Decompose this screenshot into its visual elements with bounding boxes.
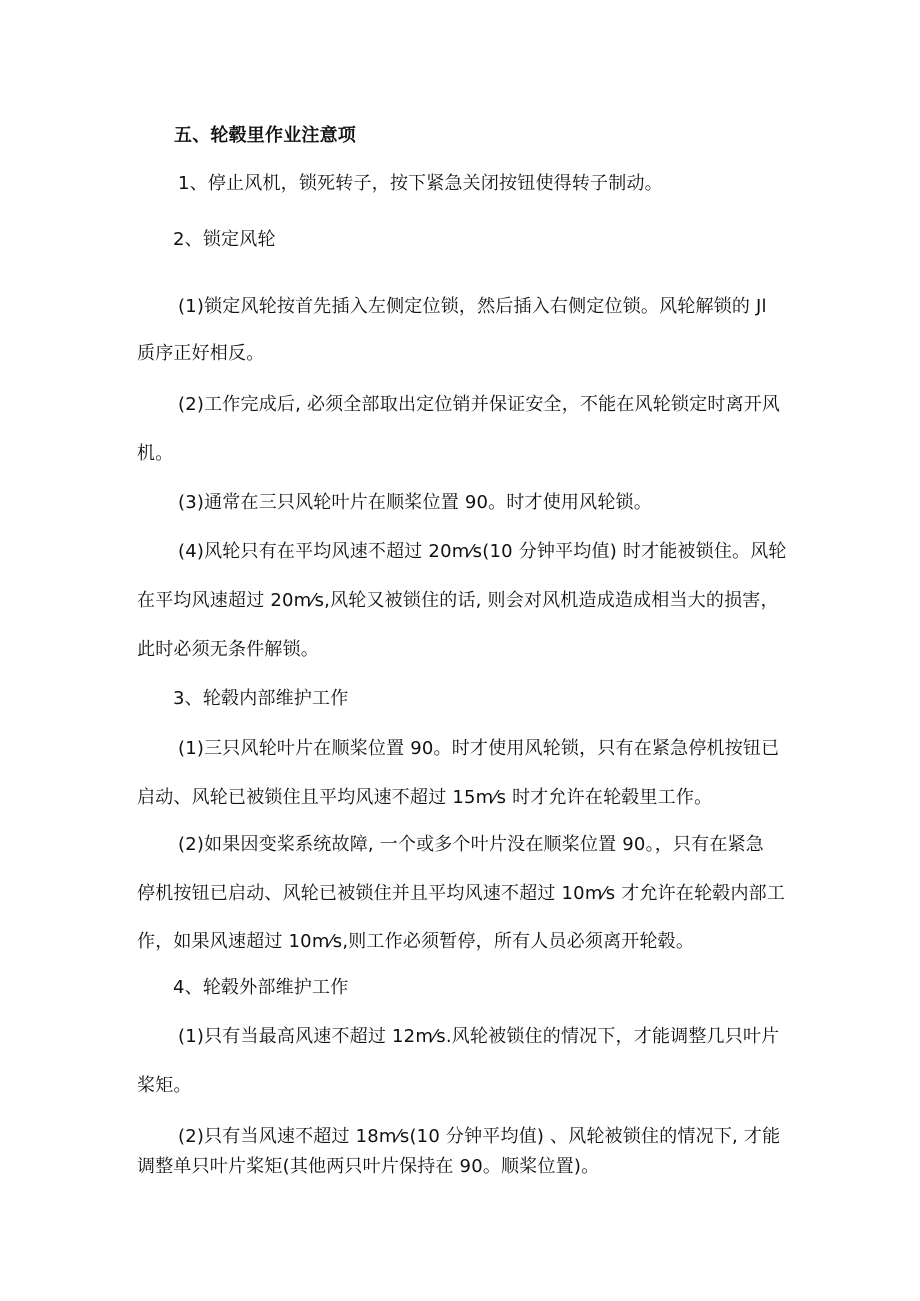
item-2-p4-line-3: 此时必须无条件解锁。 xyxy=(137,639,319,660)
item-4-p2-line-1: (2)只有当风速不超过 18m⁄s(10 分钟平均值) 、风轮被锁住的情况下, 才能 xyxy=(178,1126,781,1147)
item-4-p2-line-2: 调整单只叶片桨矩(其他两只叶片保持在 90。顺桨位置)。 xyxy=(137,1156,600,1177)
item-2-p2-line-2: 机。 xyxy=(137,443,174,464)
item-2-heading: 2、锁定风轮 xyxy=(173,229,276,250)
item-4-heading: 4、轮毂外部维护工作 xyxy=(173,977,349,998)
item-1-text: 1、停止风机，锁死转子，按下紧急关闭按钮使得转子制动。 xyxy=(178,173,663,194)
item-4-p1-line-2: 桨矩。 xyxy=(137,1075,192,1096)
item-4-p1-line-1: (1)只有当最高风速不超过 12m⁄s.风轮被锁住的情况下，才能调整几只叶片 xyxy=(178,1026,780,1047)
item-3-p2-line-3: 作，如果风速超过 10m⁄s,则工作必须暂停，所有人员必须离开轮毂。 xyxy=(137,931,695,952)
item-2-p1-line-2: 质序正好相反。 xyxy=(137,343,265,364)
item-2-p2-line-1: (2)工作完成后, 必须全部取出定位销并保证安全，不能在风轮锁定时离开风 xyxy=(178,394,781,415)
item-3-p2-line-1: (2)如果因变桨系统故障, 一个或多个叶片没在顺桨位置 90。，只有在紧急 xyxy=(178,834,764,855)
section-heading: 五、轮毂里作业注意项 xyxy=(174,125,356,146)
item-3-heading: 3、轮毂内部维护工作 xyxy=(173,688,349,709)
item-2-p1-line-1: (1)锁定风轮按首先插入左侧定位锁，然后插入右侧定位锁。风轮解锁的 Jl xyxy=(178,296,767,317)
item-3-p1-line-1: (1)三只风轮叶片在顺桨位置 90。时才使用风轮锁，只有在紧急停机按钮已 xyxy=(178,738,780,759)
item-3-p1-line-2: 启动、风轮已被锁住且平均风速不超过 15m⁄s 时才允许在轮毂里工作。 xyxy=(137,787,713,808)
item-3-p2-line-2: 停机按钮已启动、风轮已被锁住并且平均风速不超过 10m⁄s 才允许在轮毂内部工 xyxy=(137,883,786,904)
item-2-p4-line-1: (4)风轮只有在平均风速不超过 20m⁄s(10 分钟平均值) 时才能被锁住。风轮 xyxy=(178,541,787,562)
item-2-p3-line-1: (3)通常在三只风轮叶片在顺桨位置 90。时才使用风轮锁。 xyxy=(178,492,652,513)
item-2-p4-line-2: 在平均风速超过 20m⁄s,风轮又被锁住的话, 则会对风机造成造成相当大的损害， xyxy=(137,590,779,611)
